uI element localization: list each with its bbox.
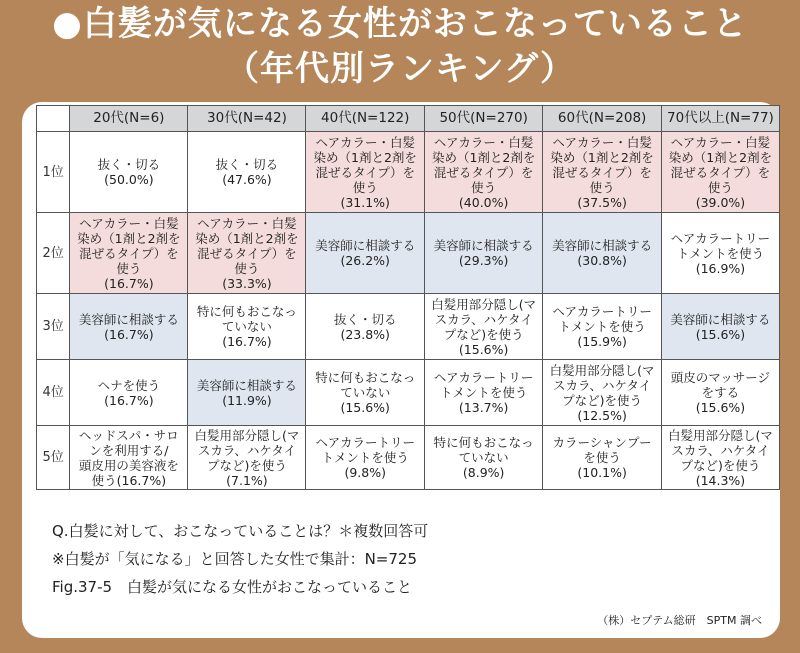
table-cell: 白髪用部分隠し(マ スカラ、ハケタイ プなど)を使う (14.3%): [661, 426, 779, 490]
title-line-2: （年代別ランキング）: [225, 49, 575, 89]
header-corner: [37, 106, 70, 132]
page-title: [0, 2, 800, 92]
table-cell: 美容師に相談する (26.2%): [306, 213, 424, 294]
table-cell: 抜く・切る (47.6%): [188, 132, 306, 213]
table-cell: 抜く・切る (50.0%): [70, 132, 188, 213]
survey-note: ※白髪が「気になる」と回答した女性で集計：N=725: [52, 550, 417, 568]
table-cell: ヘアカラートリー トメントを使う (15.9%): [543, 294, 661, 360]
table-cell: カラーシャンプー を使う (10.1%): [543, 426, 661, 490]
table-cell: ヘアカラートリー トメントを使う (13.7%): [424, 360, 542, 426]
table-row: [37, 360, 780, 426]
table-cell: 特に何もおこなっ ていない (15.6%): [306, 360, 424, 426]
table-row: [37, 294, 780, 360]
header-row: [37, 106, 780, 132]
table-cell: ヘアカラートリー トメントを使う (9.8%): [306, 426, 424, 490]
column-header: 30代(N=42): [188, 106, 306, 132]
table-cell: 特に何もおこなっ ていない (16.7%): [188, 294, 306, 360]
table-cell: 美容師に相談する (16.7%): [70, 294, 188, 360]
table-row: [37, 213, 780, 294]
content-panel: [22, 102, 780, 638]
table-cell: ヘアカラー・白髪 染め（1剤と2剤を 混ぜるタイプ）を 使う (40.0%): [424, 132, 542, 213]
table-cell: ヘッドスパ・サロ ンを利用する/ 頭皮用の美容液を 使う(16.7%): [70, 426, 188, 490]
source-credit: （株）セプテム総研 SPTM 調べ: [597, 614, 762, 627]
table-cell: 美容師に相談する (29.3%): [424, 213, 542, 294]
ranking-body: [37, 132, 780, 490]
rank-label: 1位: [37, 132, 70, 213]
table-cell: 美容師に相談する (30.8%): [543, 213, 661, 294]
table-cell: 白髪用部分隠し(マ スカラ、ハケタイ プなど)を使う (12.5%): [543, 360, 661, 426]
column-header: 70代以上(N=77): [661, 106, 779, 132]
table-cell: 頭皮のマッサージ をする (15.6%): [661, 360, 779, 426]
figure-caption: Fig.37-5 白髪が気になる女性がおこなっていること: [52, 578, 413, 596]
table-cell: 抜く・切る (23.8%): [306, 294, 424, 360]
ranking-table: [36, 105, 780, 490]
column-header: 20代(N=6): [70, 106, 188, 132]
table-row: [37, 426, 780, 490]
table-row: [37, 132, 780, 213]
survey-question: Q.白髪に対して、おこなっていることは？＊複数回答可: [52, 522, 429, 540]
table-cell: ヘアカラー・白髪 染め（1剤と2剤を 混ぜるタイプ）を 使う (39.0%): [661, 132, 779, 213]
rank-label: 3位: [37, 294, 70, 360]
table-cell: ヘアカラー・白髪 染め（1剤と2剤を 混ぜるタイプ）を 使う (37.5%): [543, 132, 661, 213]
table-cell: ヘナを使う (16.7%): [70, 360, 188, 426]
table-cell: 美容師に相談する (15.6%): [661, 294, 779, 360]
rank-label: 2位: [37, 213, 70, 294]
table-cell: ヘアカラートリー トメントを使う (16.9%): [661, 213, 779, 294]
column-header: 50代(N=270): [424, 106, 542, 132]
table-cell: 特に何もおこなっ ていない (8.9%): [424, 426, 542, 490]
rank-label: 4位: [37, 360, 70, 426]
table-cell: ヘアカラー・白髪 染め（1剤と2剤を 混ぜるタイプ）を 使う (33.3%): [188, 213, 306, 294]
rank-label: 5位: [37, 426, 70, 490]
title-line-1: ●白髪が気になる女性がおこなっていること: [52, 4, 748, 44]
column-header: 40代(N=122): [306, 106, 424, 132]
column-header: 60代(N=208): [543, 106, 661, 132]
table-cell: 白髪用部分隠し(マ スカラ、ハケタイ プなど)を使う (15.6%): [424, 294, 542, 360]
table-cell: 白髪用部分隠し(マ スカラ、ハケタイ プなど)を使う (7.1%): [188, 426, 306, 490]
table-cell: 美容師に相談する (11.9%): [188, 360, 306, 426]
table-cell: ヘアカラー・白髪 染め（1剤と2剤を 混ぜるタイプ）を 使う (31.1%): [306, 132, 424, 213]
table-cell: ヘアカラー・白髪 染め（1剤と2剤を 混ぜるタイプ）を 使う (16.7%): [70, 213, 188, 294]
